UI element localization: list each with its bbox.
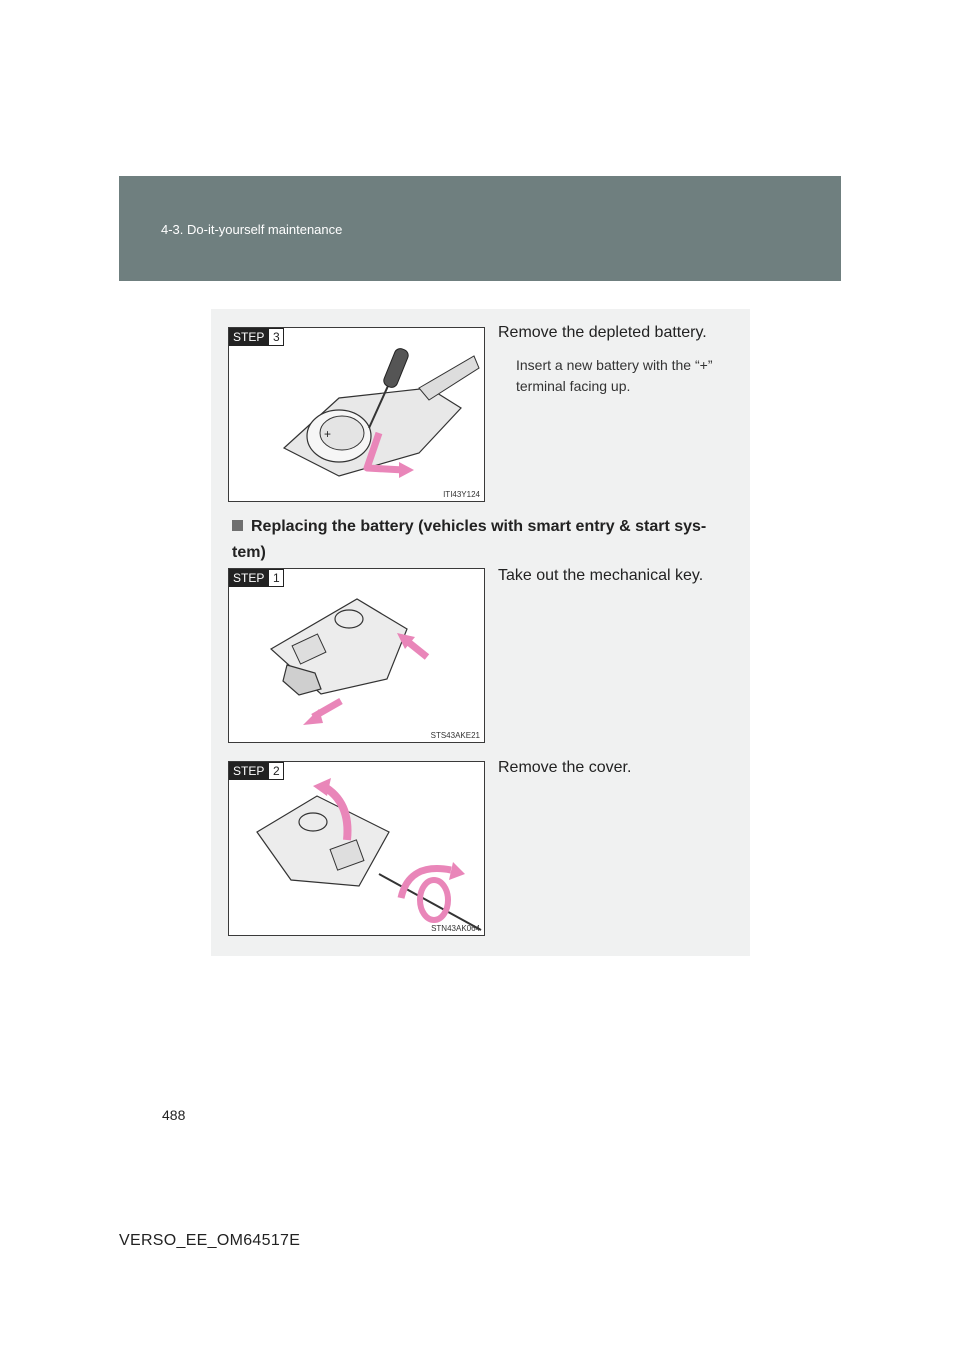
square-bullet-icon [232, 520, 243, 531]
document-code: VERSO_EE_OM64517E [119, 1232, 301, 1249]
step-badge: STEP 2 [229, 762, 284, 780]
remove-battery-illustration [229, 328, 485, 502]
step-instruction: Remove the depleted battery. [498, 324, 707, 341]
step-badge: STEP 3 [229, 328, 284, 346]
section-heading: Replacing the battery (vehicles with smart entry & start sys-tem) [232, 518, 707, 561]
section-title: 4-3. Do-it-yourself maintenance [161, 222, 343, 237]
chapter-header [119, 176, 841, 281]
image-code: STS43AKE21 [430, 731, 480, 740]
remove-cover-illustration [229, 762, 485, 936]
figure-remove-cover [228, 761, 485, 936]
image-code: STN43AK064 [431, 924, 480, 933]
step-instruction: Remove the cover. [498, 759, 632, 776]
page-number: 488 [162, 1107, 186, 1123]
figure-take-out-key [228, 568, 485, 743]
svg-text:+: + [324, 427, 332, 441]
step-instruction: Take out the mechanical key. [498, 567, 704, 584]
figure-remove-battery [228, 327, 485, 502]
image-code: ITI43Y124 [443, 490, 480, 499]
take-out-key-illustration [229, 569, 485, 743]
step-badge: STEP 1 [229, 569, 284, 587]
step-note: Insert a new battery with the “+” terminal facing up. [516, 357, 713, 394]
